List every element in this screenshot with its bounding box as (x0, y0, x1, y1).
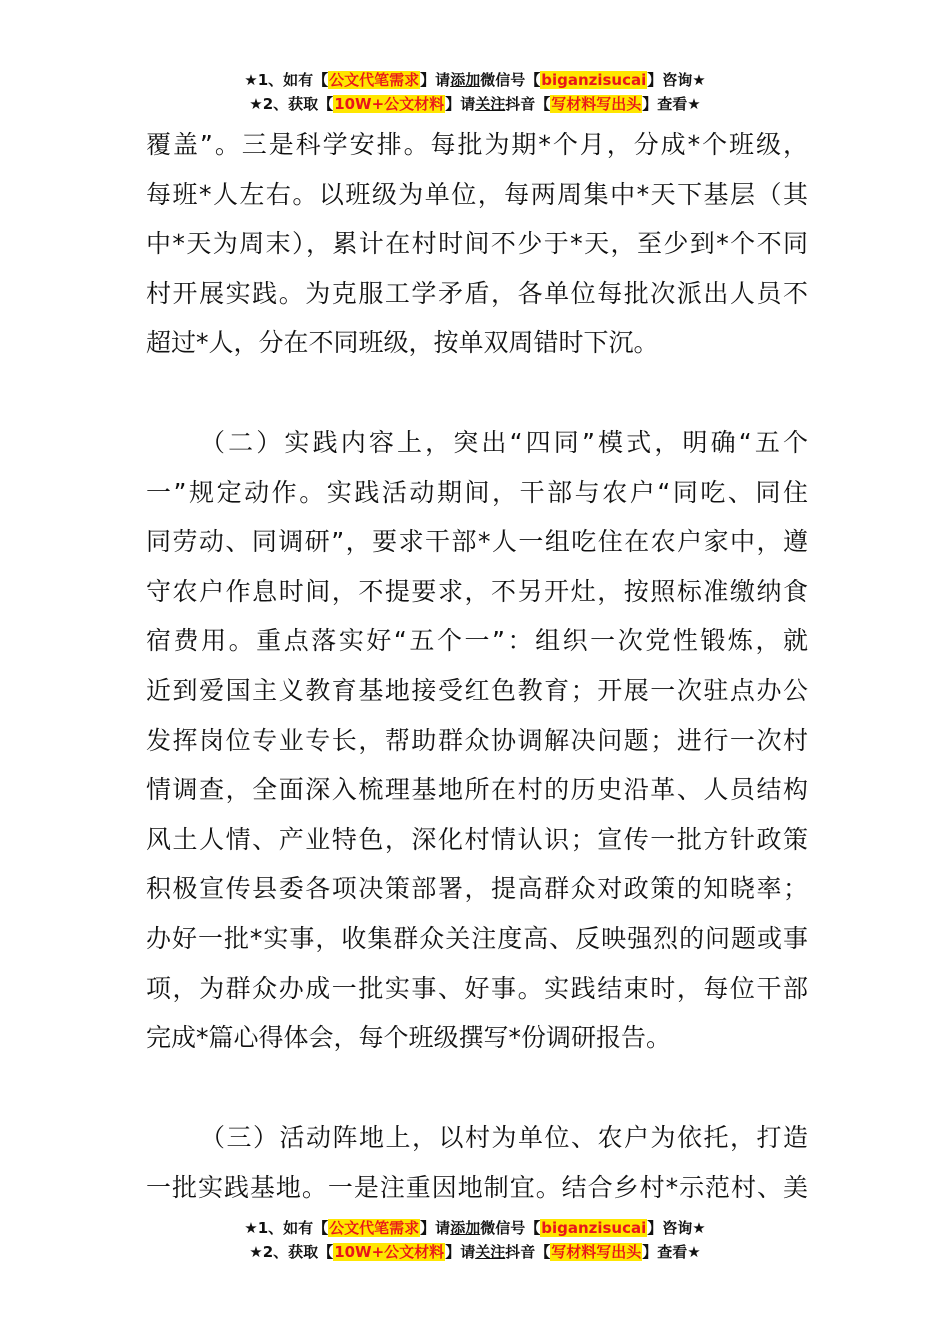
header-banner (0, 68, 950, 116)
text-line: 近到爱国主义教育基地接受红色教育；开展一次驻点办公 (146, 675, 808, 705)
highlight-text: 10W+公文材料 (334, 95, 445, 113)
text-line: （二）实践内容上，突出“四同”模式，明确“五个 (200, 428, 808, 457)
underlined-text: 关注 (475, 95, 506, 113)
text-line: 项，为群众办成一批实事、好事。实践结束时，每位干部 (146, 973, 808, 1003)
underlined-text: 关注 (475, 1243, 506, 1261)
text-line: 村开展实践。为克服工学矛盾，各单位每批次派出人员不 (146, 278, 808, 308)
highlight-text: 10W+公文材料 (334, 1243, 445, 1261)
text-line: 办好一批*实事，收集群众关注度高、反映强烈的问题或事 (146, 923, 808, 953)
paragraph-1 (146, 120, 808, 368)
banner-text: 】请 (420, 1219, 451, 1237)
highlight-text: 写材料写出头 (551, 1243, 642, 1261)
text-line: 完成*篇心得体会，每个班级撰写*份调研报告。 (146, 1023, 672, 1053)
text-line: 一批实践基地。一是注重因地制宜。结合乡村*示范村、美 (146, 1172, 808, 1202)
banner-line-2 (0, 92, 950, 116)
highlight-text: biganzisucai (541, 71, 647, 89)
banner-text: 抖音【 (505, 95, 551, 113)
banner-text: 】咨询★ (647, 1219, 706, 1237)
text-line: 宿费用。重点落实好“五个一”：组织一次党性锻炼，就 (146, 626, 808, 656)
banner-text: 】请 (420, 71, 451, 89)
banner-text: 】请 (445, 95, 476, 113)
text-line: 中*天为周末），累计在村时间不少于*天，至少到*个不同 (146, 229, 808, 259)
banner-text: ★1、如有【 (244, 71, 329, 89)
banner-text: 微信号【 (480, 71, 541, 89)
highlight-text: 写材料写出头 (551, 95, 642, 113)
text-line: 同劳动、同调研”，要求干部*人一组吃住在农户家中，遵 (146, 527, 808, 557)
text-line: （三）活动阵地上，以村为单位、农户为依托，打造 (200, 1123, 808, 1152)
banner-text: 】查看★ (642, 1243, 701, 1261)
footer-banner (0, 1216, 950, 1264)
text-line: 一”规定动作。实践活动期间，干部与农户“同吃、同住 (146, 477, 808, 507)
text-line: 积极宣传县委各项决策部署，提高群众对政策的知晓率； (146, 874, 808, 904)
text-line: 每班*人左右。以班级为单位，每两周集中*天下基层（其 (146, 179, 808, 209)
text-line: 覆盖”。三是科学安排。每批为期*个月，分成*个班级， (146, 130, 808, 159)
banner-text: ★1、如有【 (244, 1219, 329, 1237)
underlined-text: 添加 (450, 71, 481, 89)
text-line: 发挥岗位专业专长，帮助群众协调解决问题；进行一次村 (146, 725, 808, 755)
banner-text: ★2、获取【 (249, 95, 334, 113)
banner-text: 】查看★ (642, 95, 701, 113)
text-line: 守农户作息时间，不提要求，不另开灶，按照标准缴纳食 (146, 576, 808, 606)
banner-line-2 (0, 1240, 950, 1264)
banner-line-1 (0, 68, 950, 92)
banner-text: 抖音【 (505, 1243, 551, 1261)
paragraph-2 (146, 418, 808, 1063)
text-line: 情调查，全面深入梳理基地所在村的历史沿革、人员结构 (146, 775, 808, 805)
underlined-text: 添加 (450, 1219, 481, 1237)
paragraph-3 (146, 1113, 808, 1212)
banner-text: ★2、获取【 (249, 1243, 334, 1261)
highlight-text: biganzisucai (541, 1219, 647, 1237)
highlight-text: 公文代笔需求 (329, 1219, 420, 1237)
text-line: 超过*人，分在不同班级，按单双周错时下沉。 (146, 328, 659, 358)
banner-line-1 (0, 1216, 950, 1240)
banner-text: 微信号【 (480, 1219, 541, 1237)
banner-text: 】请 (445, 1243, 476, 1261)
highlight-text: 公文代笔需求 (329, 71, 420, 89)
text-line: 风土人情、产业特色，深化村情认识；宣传一批方针政策 (146, 824, 808, 854)
banner-text: 】咨询★ (647, 71, 706, 89)
